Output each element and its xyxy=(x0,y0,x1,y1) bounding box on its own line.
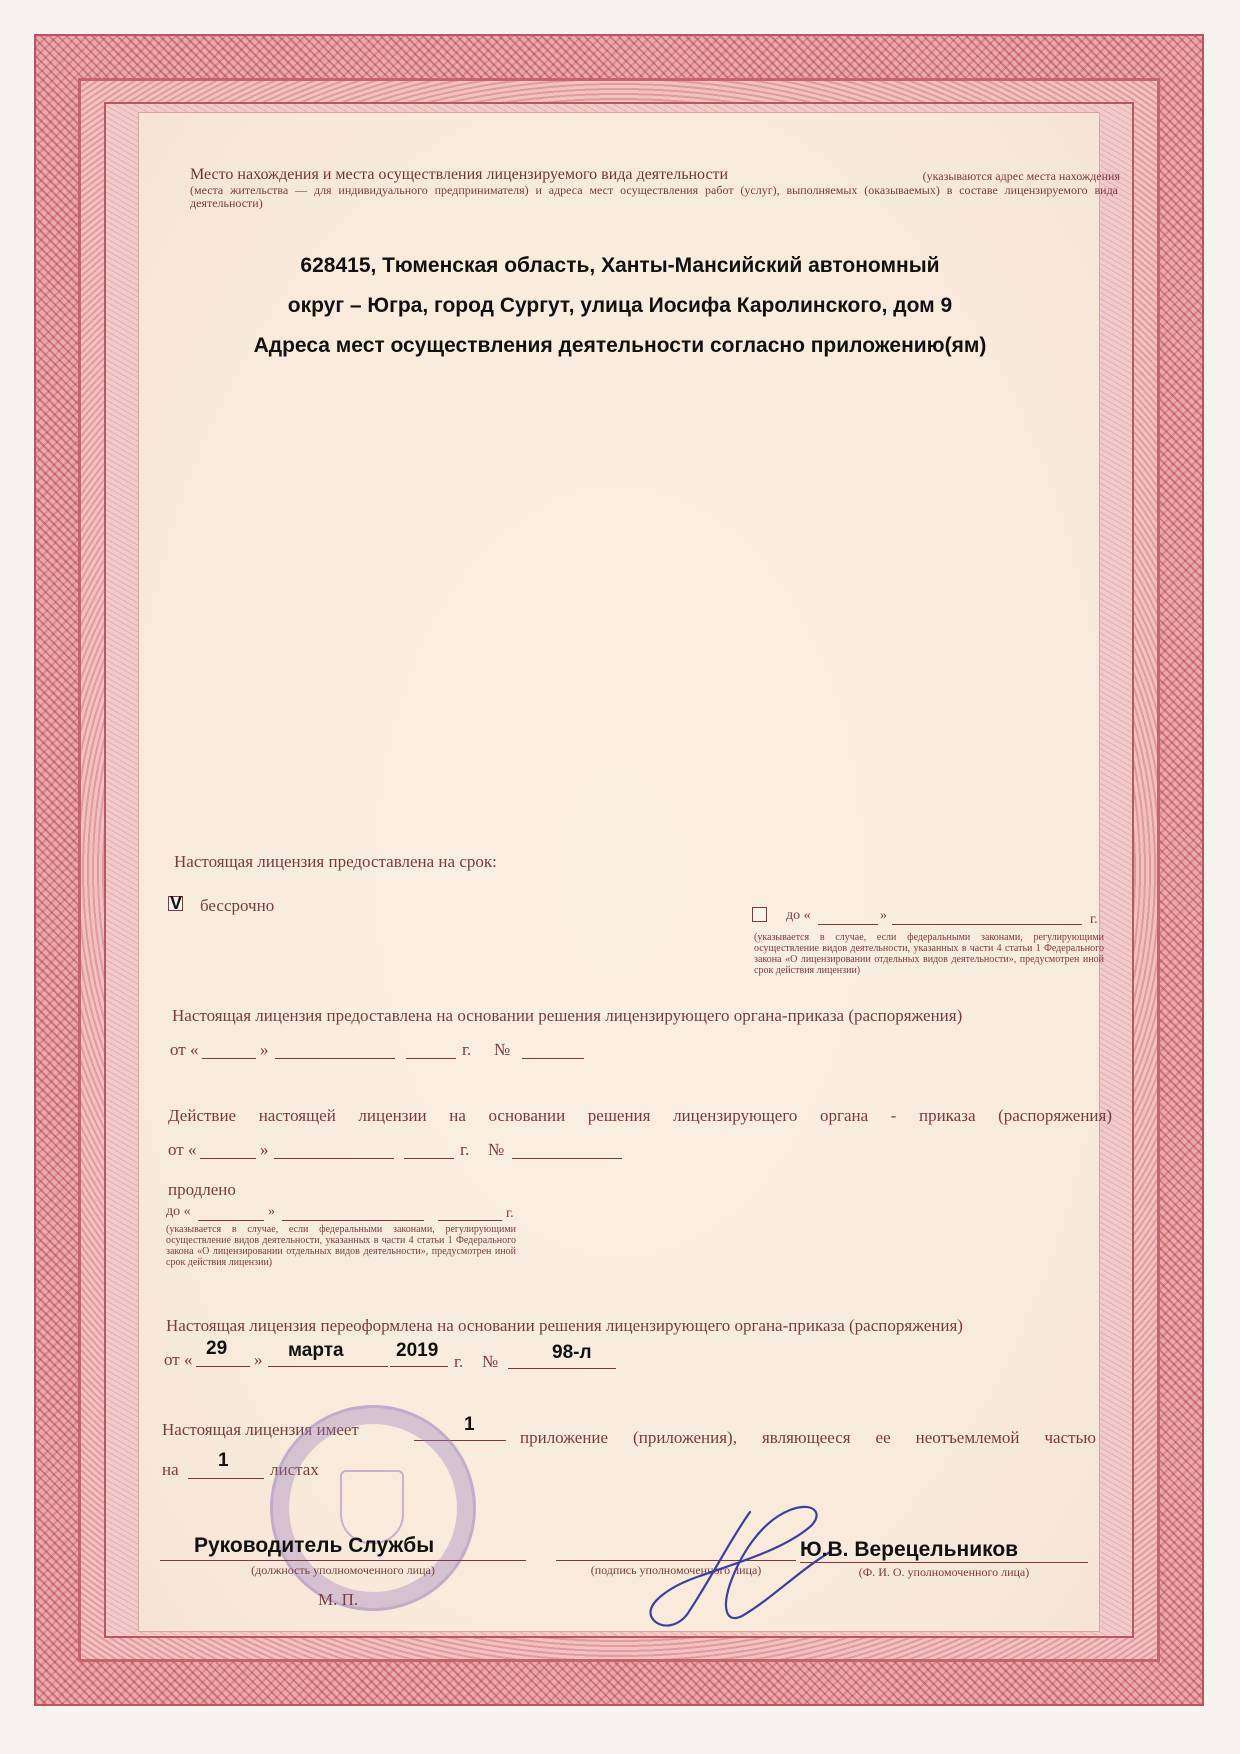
attachments-count: 1 xyxy=(464,1414,475,1435)
term-until-day-line xyxy=(818,924,878,925)
reissue-mid: » xyxy=(254,1350,263,1369)
reissue-month-line xyxy=(268,1366,388,1367)
extension-number-line xyxy=(512,1158,622,1159)
extension-month-line xyxy=(274,1158,394,1159)
reissue-number: 98-л xyxy=(552,1342,592,1363)
extension-until-month-line xyxy=(282,1220,424,1221)
extension-day-line xyxy=(200,1158,256,1159)
extended-label: продлено xyxy=(168,1180,236,1199)
extension-no-label: № xyxy=(488,1140,505,1159)
basis-day-line xyxy=(202,1058,256,1059)
extension-label: Действие настоящей лицензии на основании решения лицензирующего органа - приказа (распоряжения) xyxy=(168,1106,1112,1125)
term-until-note: (указывается в случае, если федеральными законами, регулирующими осуществление видов деятельности, указанных в части 4 статьи 1 Федерального закона «О лицензировании отдельных видов деятельности», предусмотрен иной срок действия лицензии) xyxy=(754,932,1104,976)
reissue-year-line xyxy=(390,1366,448,1367)
header-note: (места жительства — для индивидуального предпринимателя) и адреса мест осуществления работ (услуг), выполняемых (оказываемых) в составе лицензируемого вида деятельности) xyxy=(190,183,1118,210)
extension-year-suffix: г. xyxy=(460,1140,470,1159)
position-caption: (должность уполномоченного лица) xyxy=(251,1563,435,1577)
basis-label: Настоящая лицензия предоставлена на основании решения лицензирующего органа-приказа (распоряжения) xyxy=(172,1006,963,1025)
basis-from-prefix: от « xyxy=(170,1040,199,1059)
reissue-label: Настоящая лицензия переоформлена на основании решения лицензирующего органа-приказа (распоряжения) xyxy=(166,1316,963,1335)
term-until-date-line xyxy=(892,924,1082,925)
address-line-1: 628415, Тюменская область, Ханты-Мансийский автономный xyxy=(300,254,940,277)
reissue-month: марта xyxy=(288,1340,344,1361)
address-line-2: округ – Югра, город Сургут, улица Иосифа Каролинского, дом 9 xyxy=(287,294,953,317)
name-line xyxy=(800,1562,1088,1563)
seal-emblem-icon xyxy=(340,1470,404,1544)
extension-mid: » xyxy=(260,1140,269,1159)
extension-until-prefix: до « xyxy=(166,1204,191,1219)
extension-until-year-line xyxy=(438,1220,502,1221)
position-line xyxy=(160,1560,526,1561)
basis-year-suffix: г. xyxy=(462,1040,472,1059)
term-until-prefix: до « xyxy=(786,908,811,923)
until-date-checkbox[interactable] xyxy=(752,907,767,922)
attachments-label-end: приложение (приложения), являющееся ее неотъемлемой частью xyxy=(520,1428,1096,1447)
attachments-sheets: 1 xyxy=(218,1450,229,1471)
header-title: Место нахождения и места осуществления лицензируемого вида деятельности xyxy=(190,166,729,183)
reissue-from-prefix: от « xyxy=(164,1350,193,1369)
reissue-number-line xyxy=(508,1368,616,1369)
basis-mid: » xyxy=(260,1040,269,1059)
check-mark: V xyxy=(170,893,183,913)
attachments-label-start: Настоящая лицензия имеет xyxy=(162,1420,359,1439)
reissue-year: 2019 xyxy=(396,1340,439,1361)
term-until-mid: » xyxy=(880,908,887,923)
basis-no-label: № xyxy=(494,1040,511,1059)
header-note-inline: (указываются адрес места нахождения xyxy=(922,169,1120,183)
reissue-day-line xyxy=(196,1366,250,1367)
attachments-sheets-line xyxy=(188,1478,264,1479)
attachments-on-label: на xyxy=(162,1460,179,1479)
term-until-suffix: г. xyxy=(1090,912,1098,927)
extension-until-suffix: г. xyxy=(506,1206,514,1221)
indefinite-label: бессрочно xyxy=(200,896,275,915)
term-label: Настоящая лицензия предоставлена на срок: xyxy=(174,852,497,871)
attachments-sheets-label: листах xyxy=(270,1460,319,1479)
extension-until-day-line xyxy=(198,1220,264,1221)
signatory-name: Ю.В. Верецельников xyxy=(800,1538,1019,1561)
extension-from-prefix: от « xyxy=(168,1140,197,1159)
seal-label: М. П. xyxy=(318,1590,359,1609)
name-caption: (Ф. И. О. уполномоченного лица) xyxy=(858,1565,1030,1579)
signatory-position: Руководитель Службы xyxy=(194,1534,435,1557)
reissue-no-label: № xyxy=(482,1352,499,1371)
basis-number-line xyxy=(522,1058,584,1059)
reissue-year-suffix: г. xyxy=(454,1352,464,1371)
extension-until-note: (указывается в случае, если федеральными законами, регулирующими осуществление видов деятельности, указанных в части 4 статьи 1 Федерального закона «О лицензировании отдельных видов деятельности», предусмотрен иной срок действия лицензии) xyxy=(166,1224,516,1268)
basis-month-line xyxy=(275,1058,395,1059)
extension-until-mid: » xyxy=(268,1204,275,1219)
extension-year-line xyxy=(404,1158,454,1159)
signature-caption: (подпись уполномоченного лица) xyxy=(590,1563,762,1577)
reissue-day: 29 xyxy=(206,1338,228,1359)
address-line-3: Адреса мест осуществления деятельности согласно приложению(ям) xyxy=(253,334,987,357)
basis-year-line xyxy=(406,1058,456,1059)
